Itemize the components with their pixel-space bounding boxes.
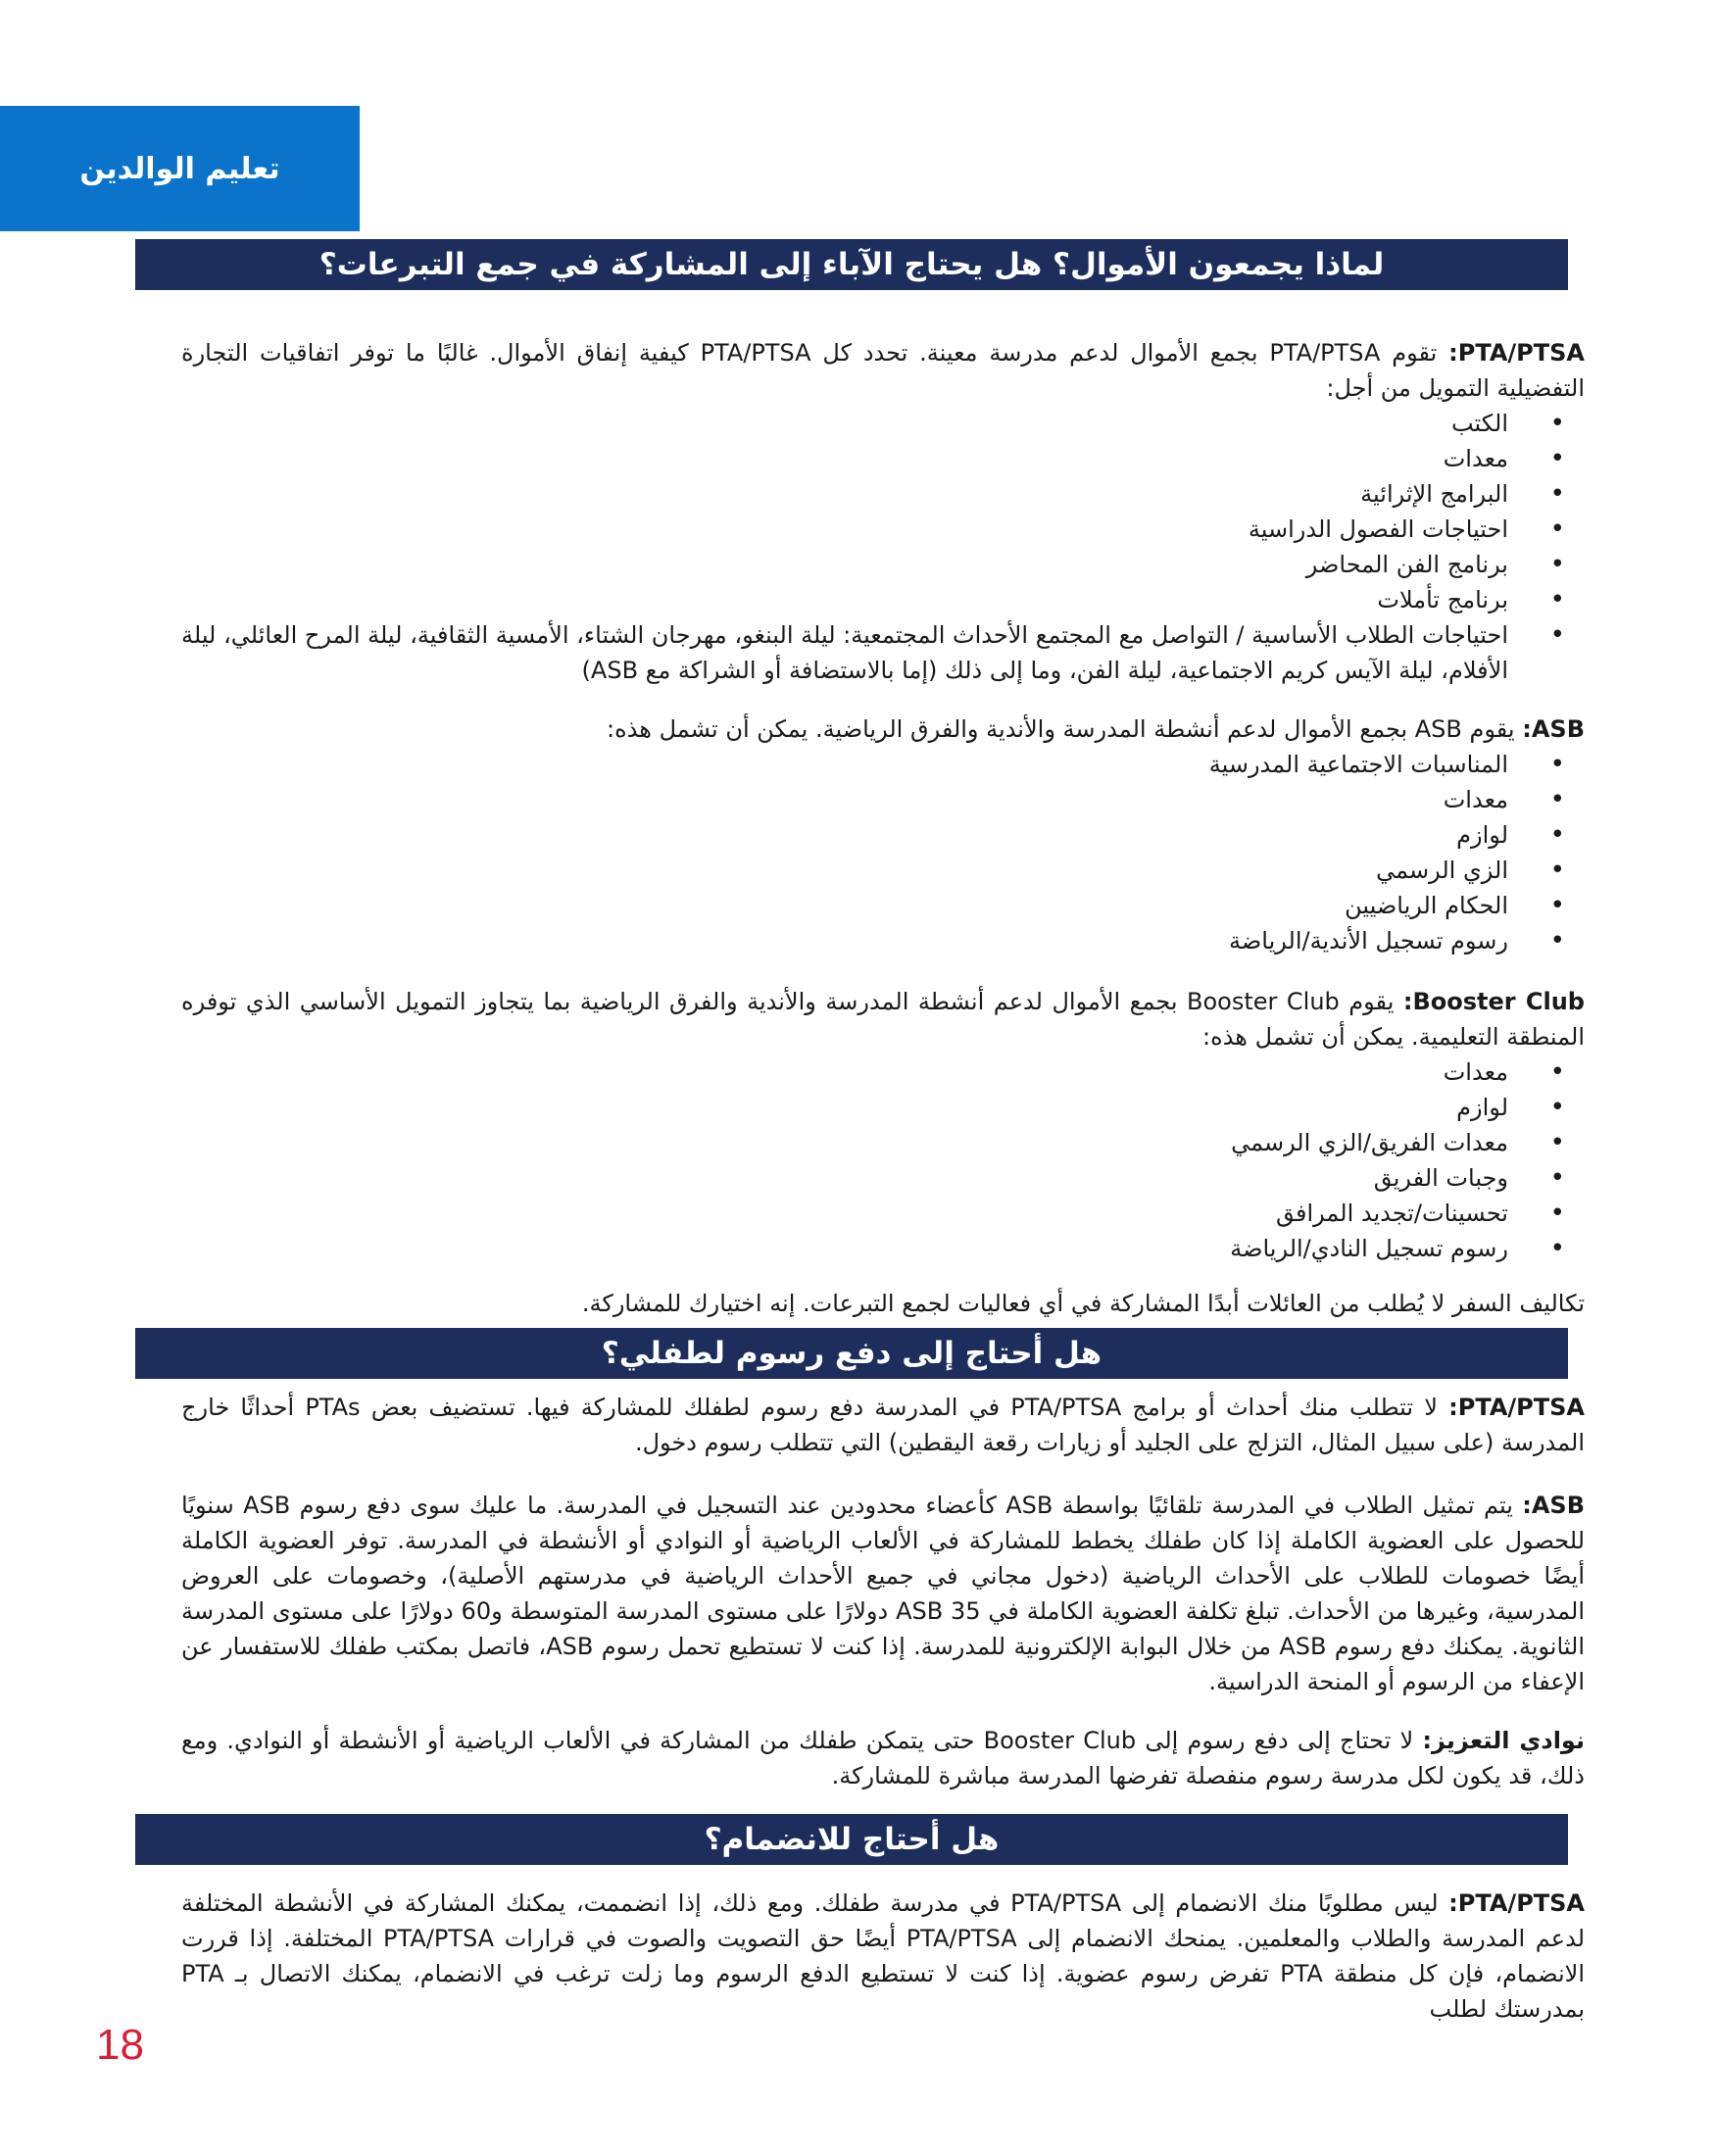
fundraising-asb-block [181,711,1585,958]
section-heading-text: هل أحتاج إلى دفع رسوم لطفلي؟ [601,1336,1102,1371]
fundraising-pta-block [181,335,1585,688]
asb-funding-list [181,747,1585,958]
paragraph-label: نوادي التعزيز: [1422,1727,1585,1754]
page-number: 18 [96,2021,144,2069]
booster-funding-list [181,1054,1585,1266]
list-item: • الزي الرسمي [181,853,1585,888]
list-item: • معدات [181,782,1585,817]
fundraising-booster-block [181,984,1585,1266]
paragraph-text: يتم تمثيل الطلاب في المدرسة تلقائيًا بواسطة ASB كأعضاء محدودين عند التسجيل في المدرسة. ما عليك سوى دفع رسوم ASB سنويًا للحصول على العضوية الكاملة إذا كان طفلك يخطط للمشاركة في الألعاب الرياضية أو النوادي أو الأنشطة في المدرسة. توفر العضوية الكاملة أيضًا خصومات للطلاب على الأحداث الرياضية (دخول مجاني في جميع الأحداث الرياضية في مدرستهم الأصلية)، وخصومات على العروض المدرسية، وغيرها من الأحداث. تبلغ تكلفة العضوية الكاملة في ASB 35 دولارًا على مستوى المدرسة المتوسطة و60 دولارًا على مستوى المدرسة الثانوية. يمكنك دفع رسوم ASB من خلال البوابة الإلكترونية للمدرسة. إذا كنت لا تستطيع تحمل رسوم ASB، فاتصل بمكتب طفلك للاستفسار عن الإعفاء من الرسوم أو المنحة الدراسية. [181,1492,1586,1695]
list-item: • لوازم [181,1090,1585,1125]
list-item: • لوازم [181,817,1585,853]
paragraph [181,1723,1585,1793]
section-tab-label: تعليم الوالدين [79,151,280,186]
paragraph-label: Booster Club: [1402,988,1585,1015]
join-pta-block [181,1886,1585,2027]
list-item: • معدات الفريق/الزي الرسمي [181,1125,1585,1160]
paragraph-text: لا تتطلب منك أحداث أو برامج PTA/PTSA في المدرسة دفع رسوم لطفلك للمشاركة فيها. تستضيف بعض PTAs أحداثًا خارج المدرسة (على سبيل المثال، التزلج على الجليد أو زيارات رقعة اليقطين) التي تتطلب رسوم دخول. [181,1394,1585,1456]
paragraph-text: يقوم Booster Club بجمع الأموال لدعم أنشطة المدرسة والأندية والفرق الرياضية بما يتجاوز التمويل الأساسي الذي توفره المنطقة التعليمية. يمكن أن تشمل هذه: [181,988,1585,1051]
list-item: • البرامج الإثرائية [181,476,1585,512]
paragraph-label: ASB: [1522,715,1585,743]
paragraph: تكاليف السفر لا يُطلب من العائلات أبدًا المشاركة في أي فعاليات لجمع التبرعات. إنه اختيارك للمشاركة. [581,1290,1585,1317]
fees-asb-block [181,1488,1585,1699]
list-item: • احتياجات الفصول الدراسية [181,512,1585,547]
section-heading-text: لماذا يجمعون الأموال؟ هل يحتاج الآباء إلى المشاركة في جمع التبرعات؟ [318,247,1385,282]
paragraph-text: ليس مطلوبًا منك الانضمام إلى PTA/PTSA في مدرسة طفلك. ومع ذلك، إذا انضممت، يمكنك المشاركة في الأنشطة المختلفة لدعم المدرسة والطلاب والمعلمين. يمنحك الانضمام إلى PTA/PTSA أيضًا حق التصويت والصوت في قرارات PTA/PTSA المختلفة. إذا قررت الانضمام، فإن كل منطقة PTA تفرض رسوم عضوية. إذا كنت لا تستطيع الدفع الرسوم وما زلت ترغب في الانضمام، يمكنك الاتصال بـ PTA بمدرستك لطلب [181,1889,1586,2023]
paragraph-label: PTA/PTSA: [1448,1889,1586,1917]
paragraph [181,1488,1585,1699]
list-item: • المناسبات الاجتماعية المدرسية [181,747,1585,782]
section-heading-join [135,1814,1568,1865]
pta-funding-list [181,406,1585,688]
paragraph-text: لا تحتاج إلى دفع رسوم إلى Booster Club حتى يتمكن طفلك من المشاركة في الألعاب الرياضية أو الأنشطة أو النوادي. ومع ذلك، قد يكون لكل مدرسة رسوم منفصلة تفرضها المدرسة مباشرة للمشاركة. [181,1727,1585,1789]
section-heading-fundraising [135,239,1568,290]
list-item: • رسوم تسجيل النادي/الرياضة [181,1231,1585,1266]
paragraph [181,335,1585,406]
list-item: • الكتب [181,406,1585,441]
list-item: • برنامج تأملات [181,582,1585,617]
fees-booster-block [181,1723,1585,1793]
list-item: • معدات [181,1054,1585,1090]
list-item: • رسوم تسجيل الأندية/الرياضة [181,923,1585,958]
paragraph [181,984,1585,1054]
paragraph-label: PTA/PTSA: [1448,1394,1585,1421]
list-item: • تحسينات/تجديد المرافق [181,1196,1585,1231]
paragraph-label: ASB: [1522,1492,1586,1519]
section-heading-text: هل أحتاج للانضمام؟ [704,1822,1000,1857]
paragraph [181,1886,1585,2027]
paragraph-label: PTA/PTSA: [1448,339,1585,367]
fundraising-closing [181,1286,1585,1321]
paragraph [181,711,1585,747]
paragraph-text: تقوم PTA/PTSA بجمع الأموال لدعم مدرسة معينة. تحدد كل PTA/PTSA كيفية إنفاق الأموال. غالبًا ما توفر اتفاقيات التجارة التفضيلية التمويل من أجل: [181,339,1585,402]
section-tab [0,106,360,231]
list-item: • وجبات الفريق [181,1160,1585,1196]
paragraph [181,1390,1585,1460]
section-heading-fees [135,1328,1568,1379]
list-item: • معدات [181,441,1585,476]
list-item: • برنامج الفن المحاضر [181,547,1585,582]
list-item: • الحكام الرياضيين [181,888,1585,923]
paragraph-text: يقوم ASB بجمع الأموال لدعم أنشطة المدرسة والأندية والفرق الرياضية. يمكن أن تشمل هذه: [607,715,1523,743]
fees-pta-block [181,1390,1585,1460]
list-item: • احتياجات الطلاب الأساسية / التواصل مع المجتمع الأحداث المجتمعية: ليلة البنغو، مهرجان الشتاء، الأمسية الثقافية، ليلة المرح العائلي، ليلة الأفلام، ليلة الآيس كريم الاجتماعية، ليلة الفن، وما إلى ذلك (إما بالاستضافة أو الشراكة مع ASB) [181,617,1585,688]
